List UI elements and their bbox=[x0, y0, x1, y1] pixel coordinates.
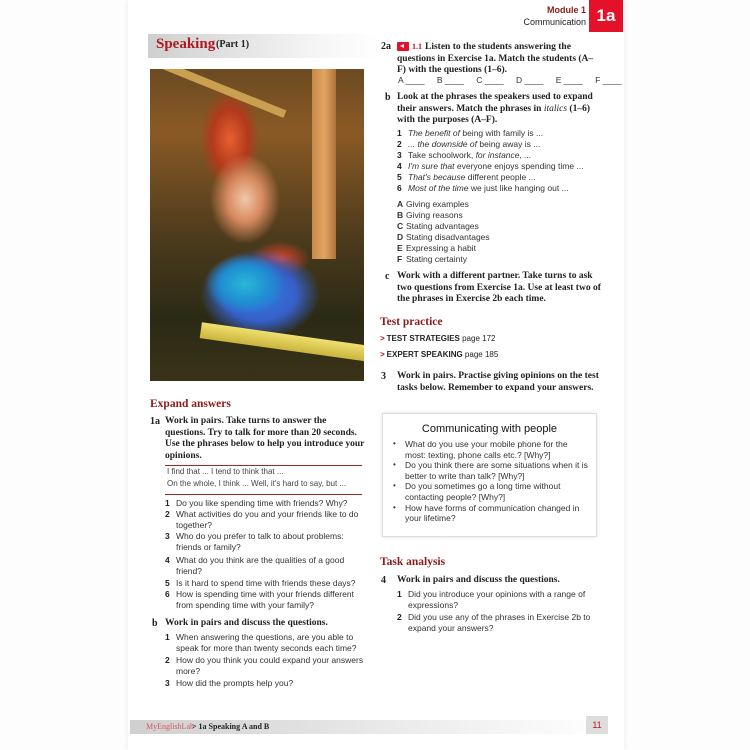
answer-blank[interactable]: B ____ bbox=[436, 75, 464, 85]
question-item: 6 How is spending time with your friends different from spending time with your family? bbox=[165, 589, 354, 610]
answer-blank[interactable]: F ____ bbox=[595, 75, 622, 85]
section-title: Speaking bbox=[156, 36, 216, 52]
photo-track-detail bbox=[154, 69, 287, 118]
exercise-2a-text: Listen to the students answering the questions in Exercise 1a. Match the students (A–F) with the questions (1–6). bbox=[397, 42, 594, 75]
expert-speaking-link[interactable]: > EXPERT SPEAKING page 185 bbox=[380, 350, 499, 359]
test-strategies-link[interactable]: > TEST STRATEGIES page 172 bbox=[380, 334, 496, 343]
purpose-item: F Stating certainty bbox=[397, 254, 467, 264]
rollercoaster-photo bbox=[150, 69, 364, 381]
footer-breadcrumb: > 1a Speaking A and B bbox=[192, 722, 270, 731]
exercise-2c-number: c bbox=[385, 271, 390, 282]
footer-bar bbox=[130, 720, 610, 734]
exercise-1a-instruction: Work in pairs. Take turns to answer the questions. Try to talk for more than 20 seconds. Use the phrases below to help you introduce your opinions. bbox=[165, 416, 365, 461]
exercise-1a-number: 1a bbox=[150, 416, 160, 427]
exercise-2a-instruction bbox=[397, 41, 597, 77]
exercise-4-instruction: Work in pairs and discuss the questions. bbox=[397, 575, 560, 585]
audio-track-number: 1.1 bbox=[412, 42, 422, 51]
module-label: Module 1 bbox=[546, 5, 586, 15]
purpose-item: D Stating disadvantages bbox=[397, 232, 490, 242]
section-subtitle: (Part 1) bbox=[216, 39, 250, 50]
question-item: 1 Do you like spending time with friends? Why? bbox=[165, 498, 348, 508]
question-item: 4 What do you think are the qualities of a good friend? bbox=[165, 555, 345, 576]
photo-rail-detail bbox=[200, 322, 364, 362]
exercise-1b-number: b bbox=[152, 618, 158, 629]
phrase-item: 1 The benefit of being with family is ... bbox=[397, 128, 544, 138]
question-item: 1 Did you introduce your opinions with a range of expressions? bbox=[397, 589, 586, 610]
question-item: 3 How did the prompts help you? bbox=[165, 678, 294, 688]
communicating-list bbox=[383, 439, 596, 524]
communicating-bullet: • Do you think there are some situations when it is better to write than talk? [Why?] bbox=[393, 460, 588, 481]
communicating-bullet: • What do you use your mobile phone for the most: texting, phone calls etc.? [Why?] bbox=[393, 439, 588, 460]
communicating-box-title: Communicating with people bbox=[421, 423, 558, 435]
photo-wooden-post bbox=[312, 69, 336, 259]
communicating-box bbox=[382, 413, 597, 537]
answer-blank[interactable]: C ____ bbox=[476, 75, 504, 85]
phrase-box bbox=[165, 465, 362, 495]
question-item: 2 How do you think you could expand your answers more? bbox=[165, 655, 364, 676]
phrase-item: 5 That's because different people ... bbox=[397, 172, 536, 182]
phrase-row: I find that ... I tend to think that ... bbox=[167, 467, 284, 476]
question-item: 2 Did you use any of the phrases in Exercise 2b to expand your answers? bbox=[397, 612, 591, 633]
purpose-item: B Giving reasons bbox=[397, 210, 463, 220]
page-number: 11 bbox=[586, 716, 608, 734]
answer-blank[interactable]: A ____ bbox=[398, 75, 425, 85]
expand-answers-heading: Expand answers bbox=[150, 398, 231, 410]
question-item: 3 Who do you prefer to talk to about problems: friends or family? bbox=[165, 531, 344, 552]
module-header bbox=[523, 4, 586, 28]
phrase-item: 2 ... the downside of being away is ... bbox=[397, 139, 541, 149]
exercise-4-number: 4 bbox=[381, 575, 386, 586]
section-title-bar bbox=[148, 34, 380, 58]
exercise-2a-number: 2a bbox=[381, 41, 391, 52]
phrase-row: On the whole, I think ... Well, it's hard to say, but ... bbox=[167, 479, 347, 488]
communicating-bullet: • Do you sometimes go a long time without contacting people? [Why?] bbox=[393, 481, 588, 502]
phrase-item: 3 Take schoolwork, for instance, ... bbox=[397, 150, 532, 160]
exercise-3-instruction: Work in pairs. Practise giving opinions on the test tasks below. Remember to expand your answers. bbox=[397, 371, 599, 393]
exercise-2c-instruction: Work with a different partner. Take turns to ask two questions from Exercise 1a. Use at least two of the phrases in Exercise 2b each time. bbox=[397, 271, 601, 304]
exercise-2b-instruction: Look at the phrases the speakers used to expand their answers. Match the phrases in italics (1–6) with the purposes (A–F). bbox=[397, 92, 593, 125]
exercise-1b-instruction: Work in pairs and discuss the questions. bbox=[165, 618, 328, 628]
phrase-item: 4 I'm sure that everyone enjoys spending time ... bbox=[397, 161, 584, 171]
communicating-bullet: • How have forms of communication changed in your lifetime? bbox=[393, 503, 588, 524]
answer-blanks bbox=[398, 75, 632, 85]
answer-blank[interactable]: D ____ bbox=[515, 75, 544, 85]
audio-speaker-icon[interactable] bbox=[397, 42, 409, 51]
phrase-item: 6 Most of the time we just like hanging out ... bbox=[397, 183, 569, 193]
question-item: 2 What activities do you and your friends like to do together? bbox=[165, 509, 359, 530]
purpose-item: A Giving examples bbox=[397, 199, 469, 209]
exercise-2b-number: b bbox=[385, 92, 391, 103]
test-practice-heading: Test practice bbox=[380, 316, 443, 328]
purpose-item: E Expressing a habit bbox=[397, 243, 476, 253]
question-item: 1 When answering the questions, are you able to speak for more than twenty seconds each time? bbox=[165, 632, 357, 653]
question-item: 5 Is it hard to spend time with friends these days? bbox=[165, 578, 356, 588]
task-analysis-heading: Task analysis bbox=[380, 556, 446, 568]
purpose-item: C Stating advantages bbox=[397, 221, 479, 231]
exercise-3-number: 3 bbox=[381, 371, 386, 382]
module-topic: Communication bbox=[523, 17, 586, 27]
myenglishlab-link[interactable]: MyEnglishLab bbox=[146, 722, 194, 731]
unit-badge: 1a bbox=[589, 0, 623, 32]
answer-blank[interactable]: E ____ bbox=[555, 75, 583, 85]
